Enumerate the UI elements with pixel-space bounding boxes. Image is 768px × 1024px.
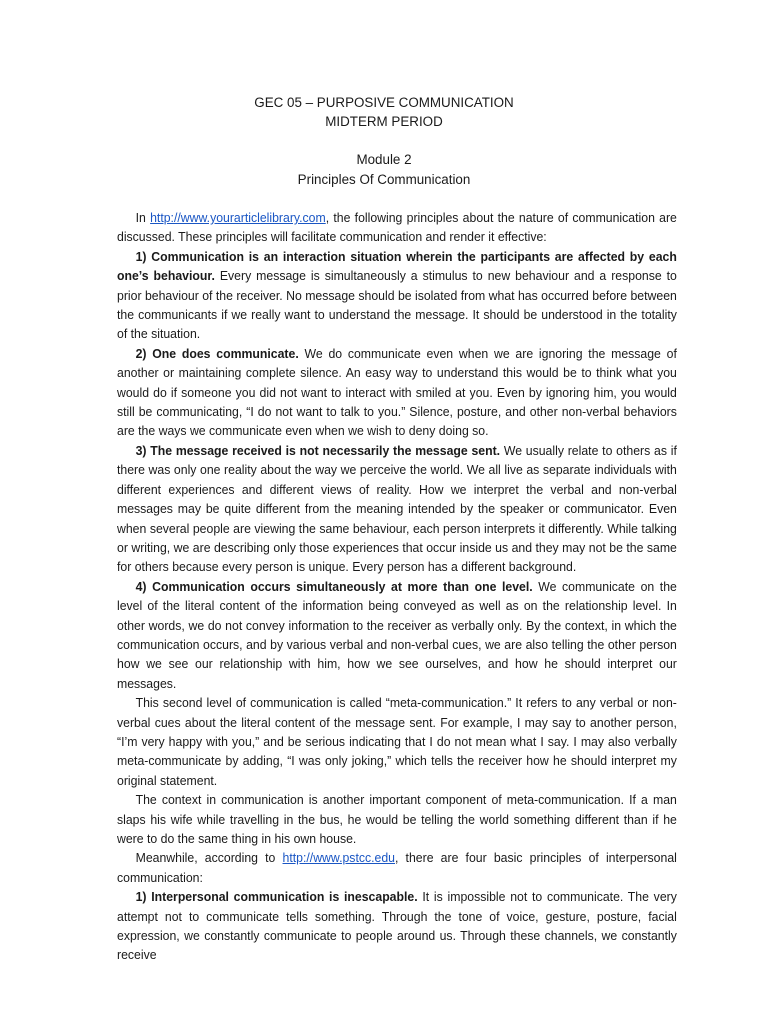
meta-communication-paragraph: This second level of communication is called “meta-communication.” It refers to any verbal or non-verbal cues about the literal content of the message sent. For example, I may say to another person, “I’m very happy with you,” and be serious indicating that I do not mean what I say. I may also verbally meta-communicate by adding, “I was only joking,” which tells the receiver how he should interpret my original statement.: [117, 695, 677, 788]
module-number: Module 2: [356, 152, 412, 167]
principle-2-heading: 2) One does communicate.: [135, 345, 299, 361]
interpersonal-principle-1: 1) Interpersonal communication is inescapable. It is impossible not to communicate. The very attempt not to communicate tells something. Through the tone of voice, gesture, posture, facial expression, we constantly communicate to people around us. Through these channels, we constantly receive: [117, 889, 677, 963]
principle-4: 4) Communication occurs simultaneously at more than one level. We communicate on the level of the literal content of the information being conveyed as well as on the relationship level. In other words, we do not convey information to the receiver as verbally only. By the context, in which the communication occurs, and by various verbal and non-verbal cues, we are also telling the other person how we see our relationship with him, how we see ourselves, and how he should interpret our messages.: [117, 578, 677, 691]
principle-1-heading: 1) Communication is an interaction situation wherein the participants are affected by each one’s behaviour.: [117, 248, 677, 284]
principle-4-heading: 4) Communication occurs simultaneously at more than one level.: [135, 578, 533, 594]
pstcc-link[interactable]: http://www.pstcc.edu: [282, 850, 395, 866]
pstcc-paragraph: Meanwhile, according to http://www.pstcc.edu, there are four basic principles of interpersonal communication:: [117, 850, 677, 885]
article-library-link[interactable]: http://www.yourarticlelibrary.com: [150, 210, 326, 225]
principle-2: 2) One does communicate. We do communicate even when we are ignoring the message of another or maintaining complete silence. An easy way to understand this would be to think what you would do if someone you did not want to interact with smiled at you. Even by ignoring him, you would still be communicating, “I do not want to talk to you.” Silence, posture, and other non-verbal behaviors are the ways we communicate even when we wish to deny doing so.: [117, 345, 677, 439]
module-title: Principles Of Communication: [297, 172, 471, 187]
course-title: GEC 05 – PURPOSIVE COMMUNICATION: [254, 95, 514, 110]
principle-3: 3) The message received is not necessarily the message sent. We usually relate to others as if there was only one reality about the way we perceive the world. We all live as separate individuals with different experiences and different views of reality. How we interpret the verbal and non-verbal messages may be quite different from the meaning intended by the speaker or communicator. Even when several people are viewing the same behaviour, each person interprets it differently. While talking or writing, we are describing only those experiences that occur inside us and they may not be the same for others because every person is unique. Every person has a different background.: [117, 442, 677, 575]
context-paragraph: The context in communication is another important component of meta-communication. If a man slaps his wife while travelling in the bus, he would be telling the world something different than if he were to do the same thing in his own house.: [117, 792, 677, 846]
intro-paragraph: In http://www.yourarticlelibrary.com, the following principles about the nature of communication are discussed. These principles will facilitate communication and render it effective:: [117, 210, 677, 245]
period-title: MIDTERM PERIOD: [325, 114, 443, 129]
document-body: [117, 208, 677, 965]
interpersonal-principle-1-heading: 1) Interpersonal communication is inescapable.: [135, 889, 418, 905]
principle-1: 1) Communication is an interaction situation wherein the participants are affected by each one’s behaviour. Every message is simultaneously a stimulus to new behaviour and a response to prior behaviour of the receiver. No message should be isolated from what has occurred before between the communicants if we really want to understand the message. It should be understood in the totality of the situation.: [117, 248, 677, 342]
principle-3-heading: 3) The message received is not necessarily the message sent.: [135, 442, 501, 458]
